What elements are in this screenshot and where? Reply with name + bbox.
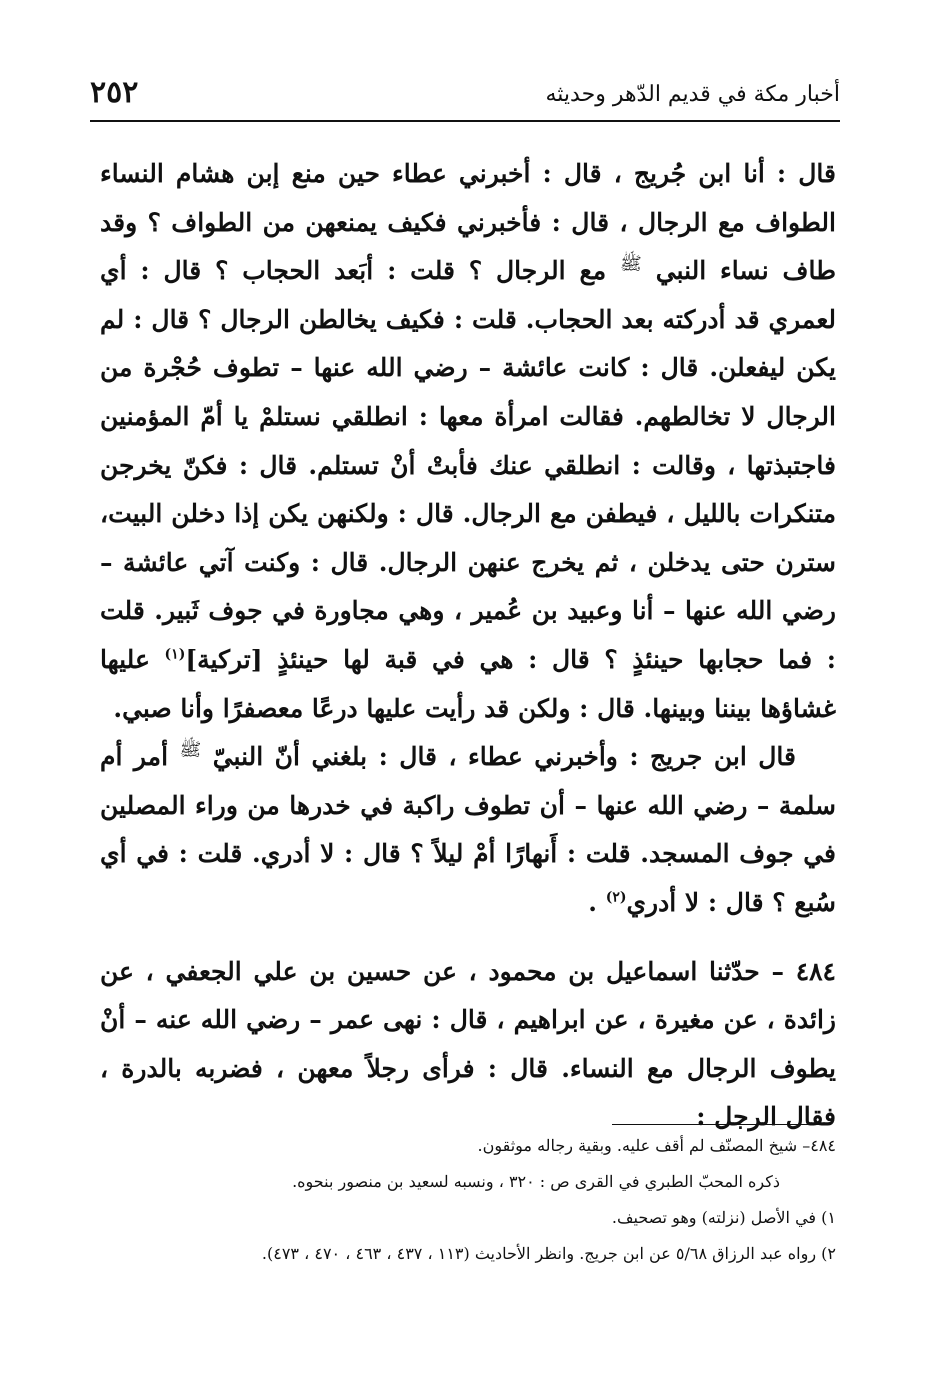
running-title: أخبار مكة في قديم الدّهر وحديثه xyxy=(545,82,840,107)
paragraph-1-part-a: قال : أنا ابن جُريج ، قال : أخبرني عطاء حين منع إبن هشام النساء الطواف مع الرجال ، قال : فأخبرني فكيف يمنعهن من الطواف ؟ وقد طاف نساء النبي xyxy=(100,159,836,286)
running-header xyxy=(90,62,840,118)
footnote-1: ١) في الأصل (نزلته) وهو تصحيف. xyxy=(611,1208,836,1227)
salawat-glyph: ﷺ xyxy=(620,253,642,275)
paragraph-1-part-c: عليها غشاؤها بيننا وبينها. قال : ولكن قد رأيت عليها درعًا معصفرًا وأنا صبي. xyxy=(100,644,836,723)
paragraph-3: ٤٨٤ – حدّثنا اسماعيل بن محمود ، عن حسين بن علي الجعفي ، عن زائدة ، عن مغيرة ، عن ابراهيم ، قال : نهى عمر – رضي الله عنه – أنْ يطوف الرجال مع النساء. قال : فرأى رجلاً معهن ، فضربه بالدرة ، فقال الرجل : xyxy=(100,956,836,1132)
footnote-ref-2: (٢) xyxy=(605,889,627,906)
header-rule xyxy=(90,120,840,122)
footnote-rule xyxy=(612,1124,822,1125)
paragraph-2 xyxy=(100,733,836,927)
page-number: ٢٥٢ xyxy=(90,75,139,110)
main-text xyxy=(100,150,836,1142)
paragraph-1-part-b: مع الرجال ؟ قلت : أبَعد الحجاب ؟ قال : أي لعمري قد أدركته بعد الحجاب. قلت : فكيف يخالطن الرجال ؟ قال : لم يكن ليفعلن. قال : كانت عائشة – رضي الله عنها – تطوف حُجْرة من الرجال لا تخالطهم. فقالت امرأة معها : انطلقي نستلمْ يا أمّ المؤمنين فاجتبذتها ، وقالت : انطلقي عنك فأبتْ أنْ تستلم. قال : فكنّ يخرجن متنكرات بالليل ، فيطفن مع الرجال. قال : ولكنهن يكن إذا دخلن البيت، سترن حتى يدخلن ، ثم يخرج عنهن الرجال. قال : وكنت آتي عائشة – رضي الله عنها – أنا وعبيد بن عُمير ، وهي مجاورة في جوف ثَبير. قلت : فما حجابها حينئذٍ ؟ قال : هي في قبة لها حينئذٍ [تركية] xyxy=(100,256,836,674)
footnote-484-cont: ذكره المحبّ الطبري في القرى ص : ٣٢٠ ، ونسبه لسعيد بن منصور بنحوه. xyxy=(292,1172,780,1191)
salawat-glyph: ﷺ xyxy=(179,739,202,761)
footnote-484: ٤٨٤– شيخ المصنّف لم أقف عليه. وبقية رجاله موثقون. xyxy=(477,1136,836,1155)
paragraph-2-end: . xyxy=(588,887,606,917)
footnote-ref-1: (١) xyxy=(164,646,186,663)
paragraph-2-part-b: أمر أم سلمة – رضي الله عنها – أن تطوف راكبة في خدرها من وراء المصلين في جوف المسجد. قلت : أَنهارًا أمْ ليلاً ؟ قال : لا أدري. قلت : في أي سُبع ؟ قال : لا أدري xyxy=(100,742,836,917)
footnote-2: ٢) رواه عبد الرزاق ٥/٦٨ عن ابن جريج. وانظر الأحاديث (١١٣ ، ٤٣٧ ، ٤٦٣ ، ٤٧٠ ، ٤٧٣). xyxy=(261,1244,836,1263)
paragraph-1 xyxy=(100,150,836,733)
footnotes xyxy=(100,1128,836,1272)
paragraph-2-part-a: قال ابن جريج : وأخبرني عطاء ، قال : بلغني أنّ النبيّ xyxy=(212,742,796,772)
